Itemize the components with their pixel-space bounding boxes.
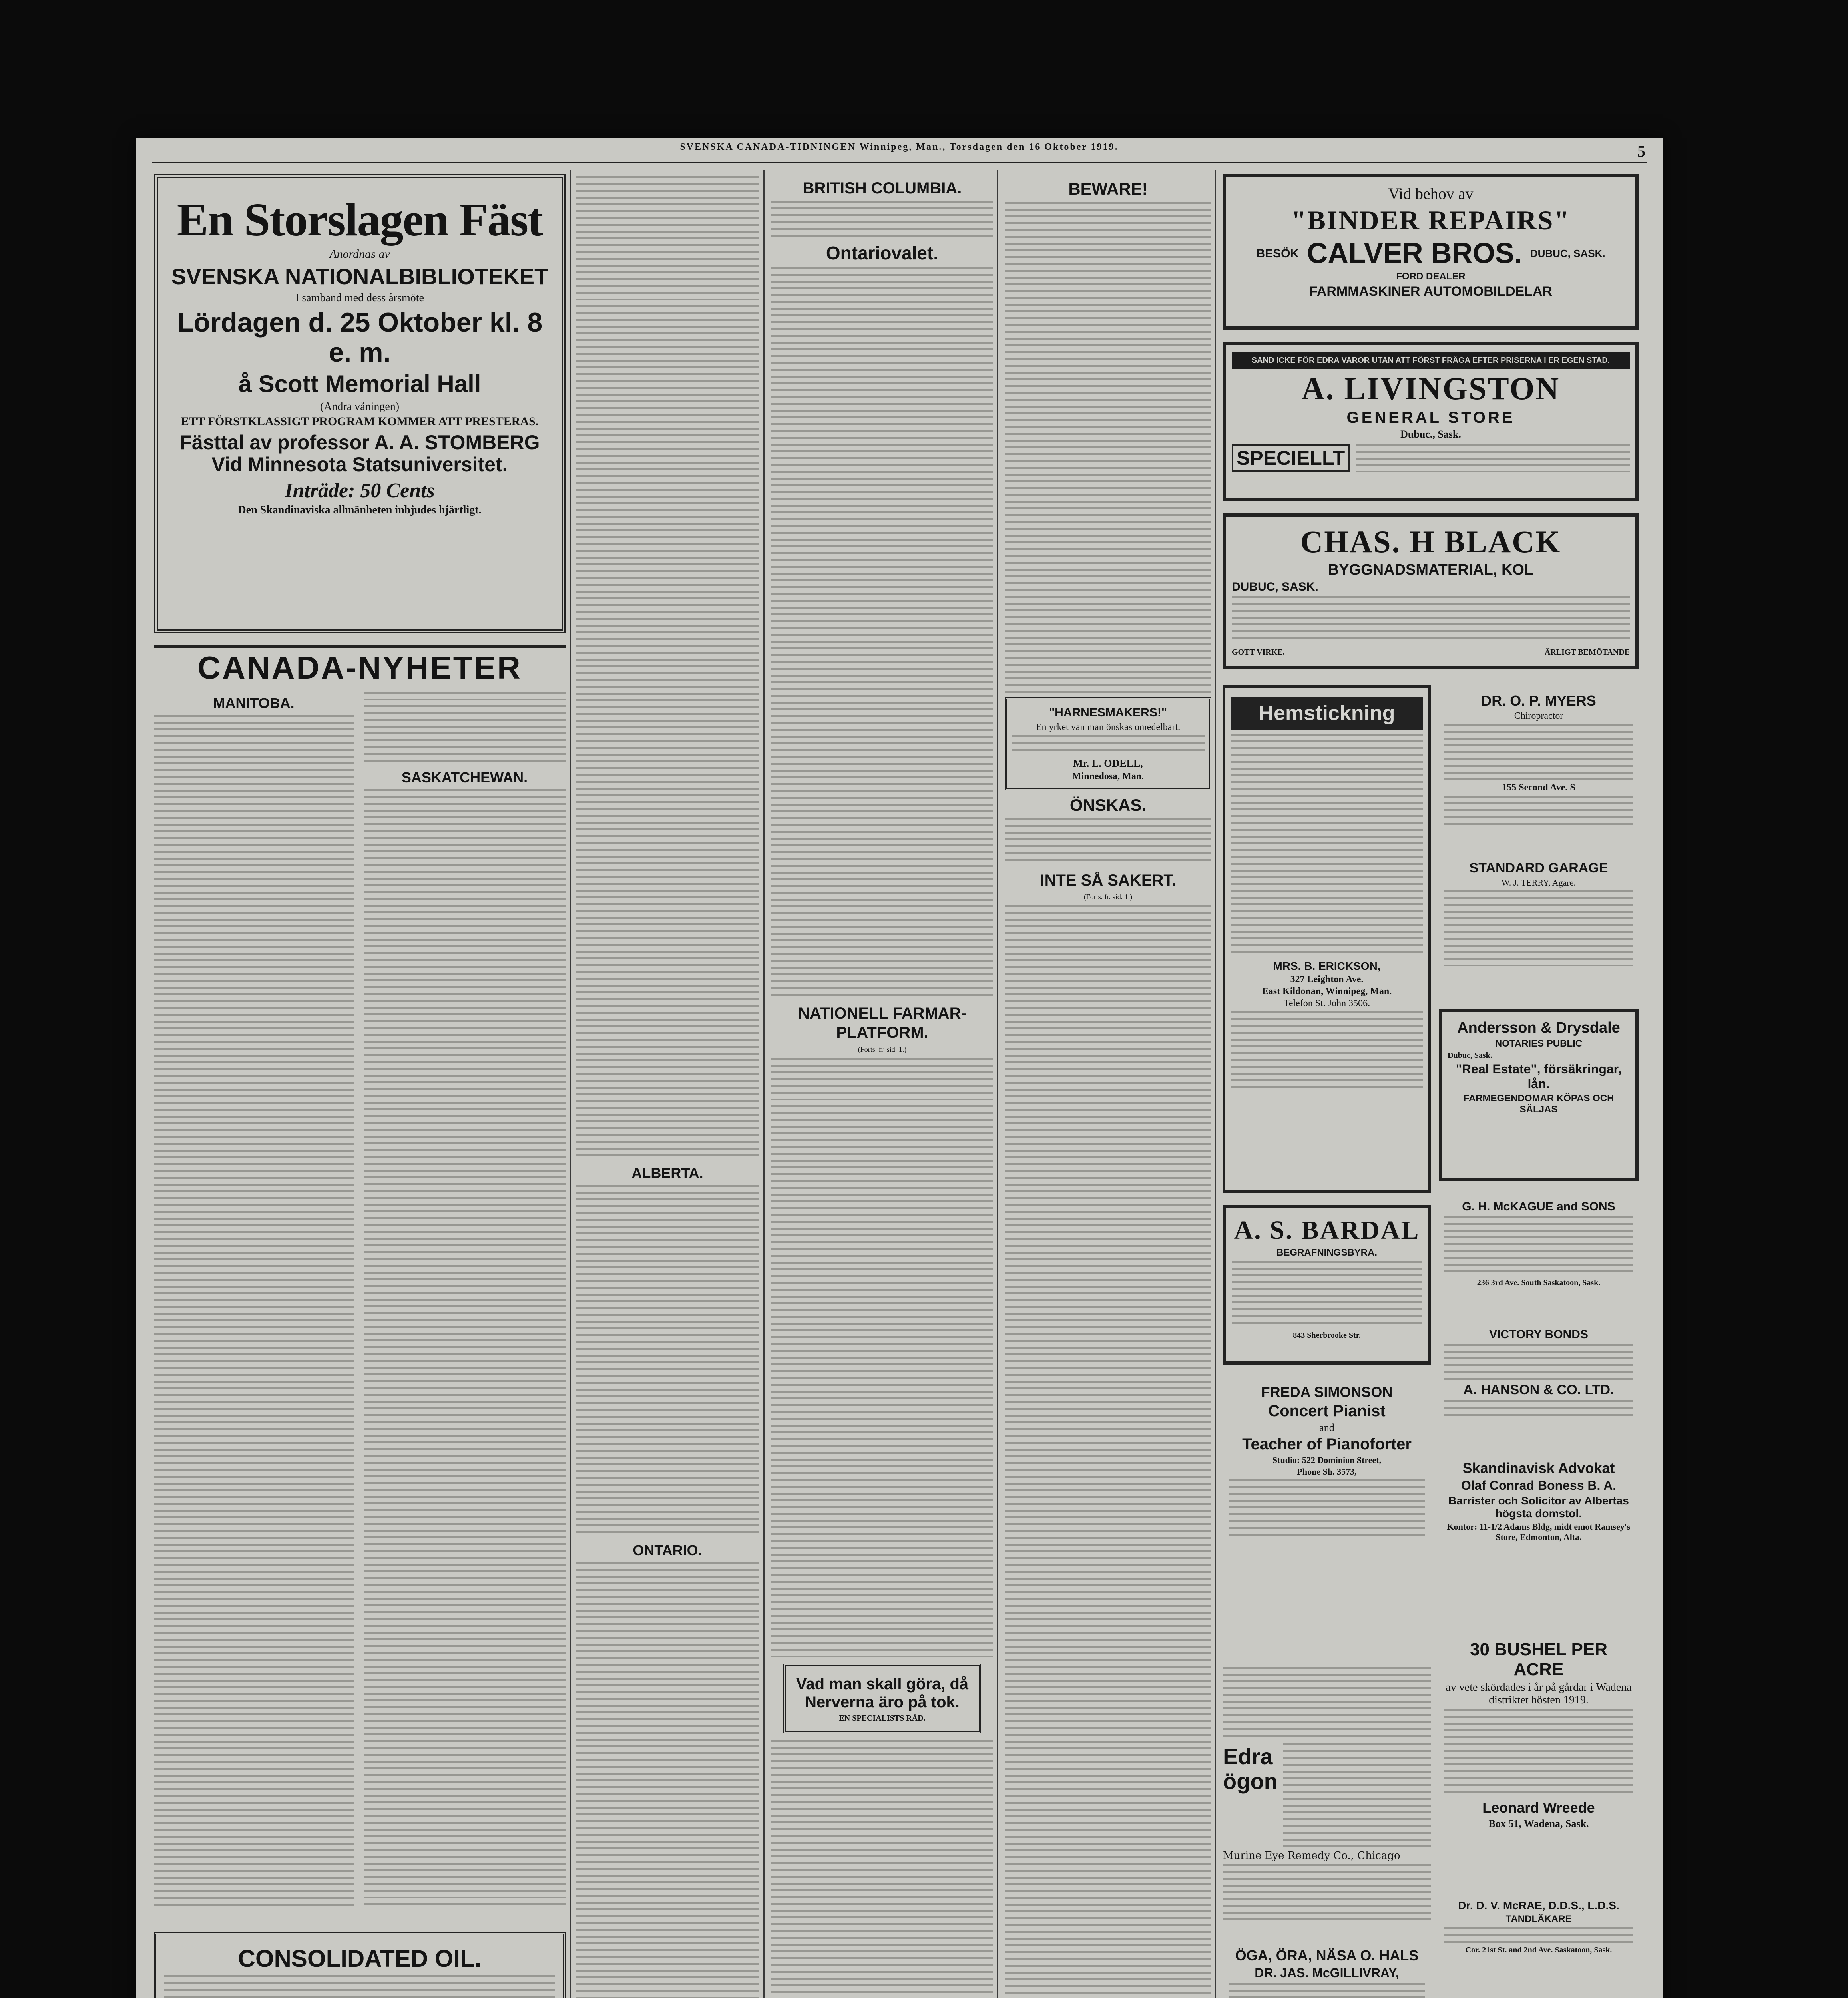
myers-ad xyxy=(1439,685,1639,845)
calver-place: DUBUC, SASK. xyxy=(1530,247,1605,260)
col-manitoba xyxy=(154,689,354,1920)
victory-footer-text xyxy=(1444,1400,1633,1416)
black-name: CHAS. H BLACK xyxy=(1300,524,1561,559)
myers-footer-text xyxy=(1444,796,1633,828)
oga-ad xyxy=(1223,1940,1431,1998)
bardal-note: BEGRAFNINGSBYRA. xyxy=(1276,1247,1377,1258)
col-3 xyxy=(576,174,759,1998)
alberta-body-text xyxy=(576,1185,759,1536)
simonson-teacher: Teacher of Pianoforter xyxy=(1242,1435,1412,1453)
fest-invite: Den Skandinaviska allmänheten inbjudes hjärtligt. xyxy=(238,503,482,516)
bushel-address: Box 51, Wadena, Sask. xyxy=(1488,1818,1589,1829)
calver-besok: BESÖK xyxy=(1256,247,1299,260)
column-rule xyxy=(997,170,998,1998)
simonson-title: Concert Pianist xyxy=(1268,1402,1386,1420)
bardal-address: 843 Sherbrooke Str. xyxy=(1293,1331,1361,1340)
consolidated-oil-ad xyxy=(154,1932,566,1998)
beware-body-text xyxy=(1005,202,1211,693)
andersson-name: Andersson & Drysdale xyxy=(1457,1019,1620,1036)
livingston-name: A. LIVINGSTON xyxy=(1301,371,1560,406)
fest-venue-note: (Andra våningen) xyxy=(320,400,400,413)
page-number: 5 xyxy=(1637,142,1647,160)
mcrae-body-text xyxy=(1444,1927,1633,1943)
livingston-speciellt: SPECIELLT xyxy=(1232,444,1350,472)
saskatchewan-body-text xyxy=(364,789,566,1908)
fest-ad xyxy=(154,174,566,633)
edra-ogon-intro-text xyxy=(1223,1667,1431,1739)
bardal-name: A. S. BARDAL xyxy=(1234,1216,1420,1245)
simonson-body-text xyxy=(1229,1479,1425,1539)
harnesmakers-notice xyxy=(1005,697,1211,790)
calver-farm: FARMMASKINER AUTOMOBILDELAR xyxy=(1309,284,1553,299)
edra-ogon-footer-text xyxy=(1223,1864,1431,1924)
harnesmakers-title: "HARNESMAKERS!" xyxy=(1049,706,1167,719)
mcrae-title: TANDLÄKARE xyxy=(1505,1914,1572,1924)
article-body-text xyxy=(576,176,759,1159)
andersson-real: "Real Estate", försäkringar, lån. xyxy=(1456,1062,1622,1091)
inte-sa-byline: (Forts. fr. sid. 1.) xyxy=(1083,893,1133,901)
garage-body-text xyxy=(1444,890,1633,966)
mckague-body-text xyxy=(1444,1216,1633,1276)
masthead-line: SVENSKA CANADA-TIDNINGEN Winnipeg, Man., Torsdagen den 16 Oktober 1919. xyxy=(680,142,1119,152)
column-rule xyxy=(1215,170,1216,1998)
ontariovalet-heading: Ontariovalet. xyxy=(826,243,939,263)
livingston-body-text xyxy=(1356,444,1630,472)
nerverna-body-text xyxy=(771,1740,993,1998)
mckague-ad xyxy=(1439,1193,1639,1313)
olaf-office: Kontor: 11-1/2 Adams Bldg, midt emot Ramsey's Store, Edmonton, Alta. xyxy=(1447,1522,1631,1542)
livingston-top: SAND ICKE FÖR EDRA VAROR UTAN ATT FÖRST FRÅGA EFTER PRISERNA I ER EGEN STAD. xyxy=(1232,352,1630,369)
fest-venue: å Scott Memorial Hall xyxy=(238,370,481,397)
column-rule xyxy=(763,170,765,1998)
victory-firm: A. HANSON & CO. LTD. xyxy=(1463,1382,1614,1397)
bc-heading: BRITISH COLUMBIA. xyxy=(803,179,962,197)
masthead xyxy=(152,142,1647,163)
alberta-heading: ALBERTA. xyxy=(631,1165,703,1181)
beware-heading: BEWARE! xyxy=(1068,179,1148,198)
oga-name: DR. JAS. McGILLIVRAY, xyxy=(1255,1966,1399,1980)
mcrae-ad xyxy=(1439,1892,1639,1992)
black-tag: GOTT VIRKE. xyxy=(1232,648,1285,657)
black-body-text xyxy=(1232,596,1630,644)
mckague-name: G. H. McKAGUE and SONS xyxy=(1462,1200,1615,1213)
calver-name: CALVER BROS. xyxy=(1307,237,1522,269)
fest-arranged-by: —Anordnas av— xyxy=(319,247,401,261)
black-tags xyxy=(1232,647,1630,658)
bushel-name: Leonard Wreede xyxy=(1482,1799,1595,1816)
ontario-body-text xyxy=(576,1562,759,1998)
col-4 xyxy=(771,174,993,1998)
oga-title: ÖGA, ÖRA, NÄSA O. HALS xyxy=(1235,1947,1419,1964)
edra-ogon-row xyxy=(1223,1741,1431,1850)
nerverna-sub: EN SPECIALISTS RÅD. xyxy=(839,1714,926,1723)
nationell-byline: (Forts. fr. sid. 1.) xyxy=(858,1045,907,1053)
article-body-text xyxy=(364,692,566,764)
andersson-farm: FARMEGENDOMAR KÖPAS OCH SÄLJAS xyxy=(1463,1093,1614,1115)
saskatchewan-heading: SASKATCHEWAN. xyxy=(401,769,528,786)
harnesmakers-text: En yrket van man önskas omedelbart. xyxy=(1036,722,1181,732)
myers-address: 155 Second Ave. S xyxy=(1502,782,1575,793)
olaf-role: Barrister och Solicitor av Albertas högsta domstol. xyxy=(1448,1495,1629,1520)
hemstickning-name: MRS. B. ERICKSON, xyxy=(1273,960,1381,973)
harnesmakers-body-text xyxy=(1012,735,1205,755)
andersson-title: NOTARIES PUBLIC xyxy=(1495,1038,1583,1049)
column-rule xyxy=(570,170,571,1998)
victory-ad xyxy=(1439,1321,1639,1441)
oga-body-text xyxy=(1229,1983,1425,1998)
fest-program: ETT FÖRSTKLASSIGT PROGRAM KOMMER ATT PRESTERAS. xyxy=(181,414,539,428)
calver-ford: FORD DEALER xyxy=(1396,271,1466,282)
nationell-heading: NATIONELL FARMAR-PLATFORM. xyxy=(798,1005,966,1041)
inte-sa-heading: INTE SÅ SAKERT. xyxy=(1040,872,1176,889)
bardal-body-text xyxy=(1232,1261,1422,1329)
livingston-row xyxy=(1232,442,1630,474)
calver-row xyxy=(1232,238,1630,269)
fest-entry: Inträde: 50 Cents xyxy=(285,479,435,502)
fest-title: En Storslagen Fäst xyxy=(177,193,543,246)
nerverna-box xyxy=(783,1664,981,1733)
fest-date: Lördagen d. 25 Oktober kl. 8 e. m. xyxy=(177,307,543,368)
black-place: DUBUC, SASK. xyxy=(1232,580,1318,593)
victory-title: VICTORY BONDS xyxy=(1489,1328,1588,1341)
col-5 xyxy=(1005,174,1211,1998)
andersson-place: Dubuc, Sask. xyxy=(1448,1051,1492,1060)
calver-binder: "BINDER REPAIRS" xyxy=(1291,205,1571,235)
bardal-ad xyxy=(1223,1205,1431,1365)
nationell-body-text xyxy=(771,1058,993,1657)
olaf-name: Olaf Conrad Boness B. A. xyxy=(1461,1478,1617,1493)
black-ad xyxy=(1223,513,1639,669)
simonson-phone: Phone Sh. 3573, xyxy=(1297,1467,1357,1477)
mcrae-address: Cor. 21st St. and 2nd Ave. Saskatoon, Sask. xyxy=(1465,1946,1612,1954)
garage-owner: W. J. TERRY, Agare. xyxy=(1501,878,1576,888)
hemstickning-footer-text xyxy=(1231,1011,1423,1091)
harnesmakers-name: Mr. L. ODELL, xyxy=(1073,758,1143,769)
garage-title: STANDARD GARAGE xyxy=(1469,860,1608,876)
livingston-ad xyxy=(1223,342,1639,501)
mcrae-name: Dr. D. V. McRAE, D.D.S., L.D.S. xyxy=(1458,1899,1619,1912)
fest-speech: Fästtal av professor A. A. STOMBERG Vid Minnesota Statsuniversitet. xyxy=(179,431,540,476)
inte-sa-body-text xyxy=(1005,905,1211,1998)
andersson-ad xyxy=(1439,1009,1639,1181)
hemstickning-phone: Telefon St. John 3506. xyxy=(1283,998,1370,1009)
myers-title: Chiropractor xyxy=(1514,711,1563,721)
manitoba-body-text xyxy=(154,715,354,1906)
canada-nyheter-title: CANADA-NYHETER xyxy=(154,645,566,685)
calver-ad xyxy=(1223,174,1639,330)
edra-ogon-body-text xyxy=(1283,1743,1431,1847)
ontariovalet-body-text xyxy=(771,267,993,998)
bushel-sub: av vete skördades i år på gårdar i Wadena distriktet hösten 1919. xyxy=(1446,1681,1632,1706)
simonson-studio: Studio: 522 Dominion Street, xyxy=(1272,1455,1382,1465)
myers-body-text xyxy=(1444,724,1633,780)
olaf-ad xyxy=(1439,1453,1639,1620)
hemstickning-address: 327 Leighton Ave. xyxy=(1290,974,1364,985)
onskas-heading: ÖNSKAS. xyxy=(1069,796,1147,814)
simonson-ad xyxy=(1223,1377,1431,1656)
hemstickning-body-text xyxy=(1231,734,1423,957)
hemstickning-title: Hemstickning xyxy=(1231,697,1423,730)
onskas-body-text xyxy=(1005,818,1211,866)
consolidated-title: CONSOLIDATED OIL. xyxy=(238,1945,482,1972)
livingston-place: Dubuc., Sask. xyxy=(1400,428,1461,440)
fest-organizer: SVENSKA NATIONALBIBLIOTEKET xyxy=(171,263,548,289)
myers-name: DR. O. P. MYERS xyxy=(1481,693,1596,709)
newspaper-page xyxy=(136,138,1663,1998)
ontario-heading: ONTARIO. xyxy=(633,1542,702,1558)
manitoba-heading: MANITOBA. xyxy=(213,695,295,711)
canada-nyheter-banner xyxy=(154,641,566,685)
edra-ogon-title: Edra ögon xyxy=(1223,1744,1278,1794)
bushel-body-text xyxy=(1444,1709,1633,1797)
mckague-address: 236 3rd Ave. South Saskatoon, Sask. xyxy=(1477,1278,1601,1287)
consolidated-body-text xyxy=(164,1975,555,1998)
black-tag-2: ÄRLIGT BEMÖTANDE xyxy=(1544,648,1630,657)
olaf-title: Skandinavisk Advokat xyxy=(1462,1460,1615,1476)
simonson-and: and xyxy=(1319,1422,1334,1433)
harnesmakers-place: Minnedosa, Man. xyxy=(1072,771,1144,782)
edra-ogon-company: Murine Eye Remedy Co., Chicago xyxy=(1223,1850,1400,1862)
edra-ogon-ad xyxy=(1223,1664,1431,1936)
bc-body-text xyxy=(771,201,993,237)
simonson-name: FREDA SIMONSON xyxy=(1261,1384,1393,1400)
garage-ad xyxy=(1439,853,1639,997)
col-saskatchewan xyxy=(364,689,566,1920)
hemstickning-city: East Kildonan, Winnipeg, Man. xyxy=(1262,986,1392,997)
calver-vid-behov: Vid behov av xyxy=(1388,185,1474,203)
bushel-title: 30 BUSHEL PER ACRE xyxy=(1470,1640,1607,1679)
victory-body-text xyxy=(1444,1344,1633,1380)
hemstickning-ad xyxy=(1223,685,1431,1193)
nerverna-title: Vad man skall göra, då Nerverna äro på tok. xyxy=(796,1675,969,1711)
fest-occasion: I samband med dess årsmöte xyxy=(295,292,424,304)
livingston-type: GENERAL STORE xyxy=(1346,409,1515,426)
bushel-ad xyxy=(1439,1632,1639,1880)
black-type: BYGGNADSMATERIAL, KOL xyxy=(1328,561,1534,578)
